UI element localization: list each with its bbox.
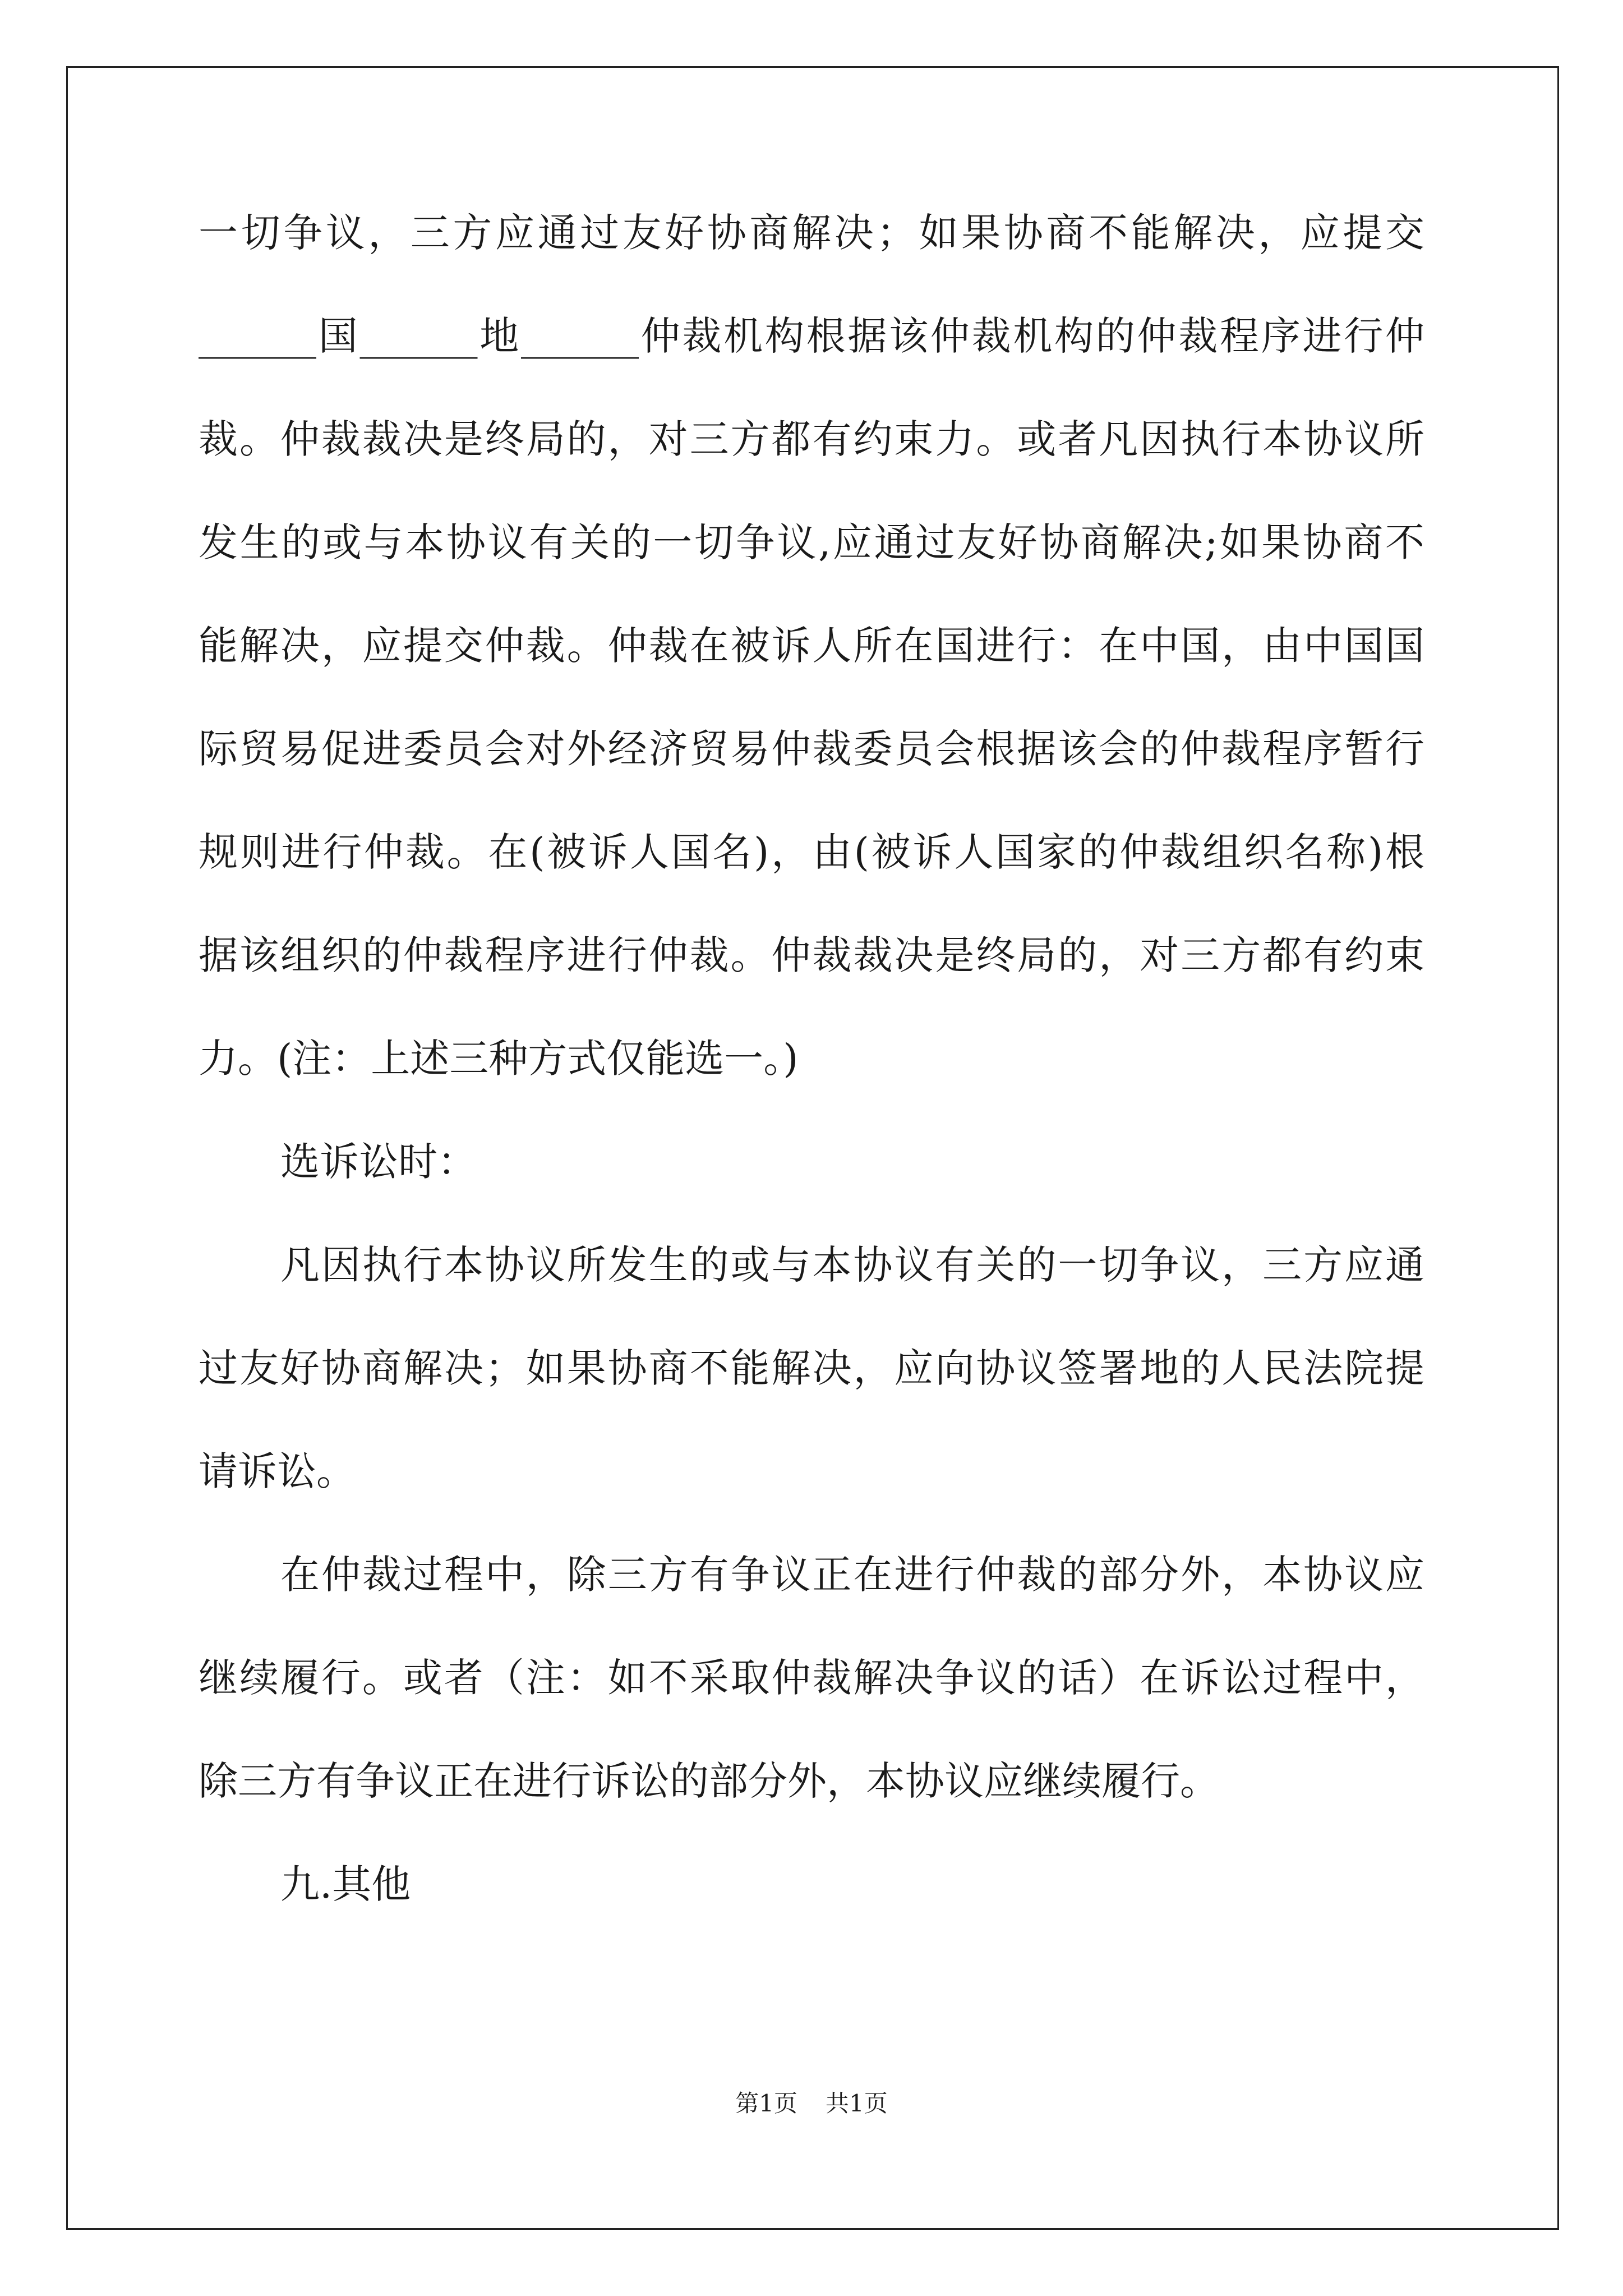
text-line: 能解决，应提交仲裁。仲裁在被诉人所在国进行：在中国，由中国国 — [199, 623, 1424, 669]
text-line: 发生的或与本协议有关的一切争议,应通过友好协商解决;如果协商不 — [199, 519, 1424, 565]
section-heading: 九.其他 — [280, 1861, 411, 1907]
text-line: 据该组织的仲裁程序进行仲裁。仲裁裁决是终局的，对三方都有约束 — [199, 932, 1424, 978]
text-line: 力。(注：上述三种方式仅能选一。) — [199, 1036, 799, 1082]
text-line: 除三方有争议正在进行诉讼的部分外，本协议应继续履行。 — [199, 1758, 1219, 1804]
text-line: 继续履行。或者（注：如不采取仲裁解决争议的话）在诉讼过程中， — [199, 1655, 1424, 1701]
text-line: 际贸易促进委员会对外经济贸易仲裁委员会根据该会的仲裁程序暂行 — [199, 726, 1424, 772]
paragraph-heading: 选诉讼时： — [280, 1139, 477, 1185]
page-footer — [0, 2087, 1623, 2120]
text-line: 凡因执行本协议所发生的或与本协议有关的一切争议，三方应通 — [280, 1242, 1424, 1288]
text-line: 过友好协商解决；如果协商不能解决，应向协议签署地的人民法院提 — [199, 1345, 1424, 1391]
text-line: 在仲裁过程中，除三方有争议正在进行仲裁的部分外，本协议应 — [280, 1552, 1424, 1598]
text-line: 一切争议，三方应通过友好协商解决；如果协商不能解决，应提交 — [199, 210, 1424, 256]
text-line: ______国______地______仲裁机构根据该仲裁机构的仲裁程序进行仲 — [199, 313, 1424, 359]
page-number: 第1页 — [735, 2090, 797, 2117]
text-line: 请诉讼。 — [199, 1448, 356, 1494]
text-line: 裁。仲裁裁决是终局的，对三方都有约束力。或者凡因执行本协议所 — [199, 416, 1424, 462]
page-total: 共1页 — [826, 2090, 888, 2117]
text-line: 规则进行仲裁。在(被诉人国名)，由(被诉人国家的仲裁组织名称)根 — [199, 829, 1424, 875]
